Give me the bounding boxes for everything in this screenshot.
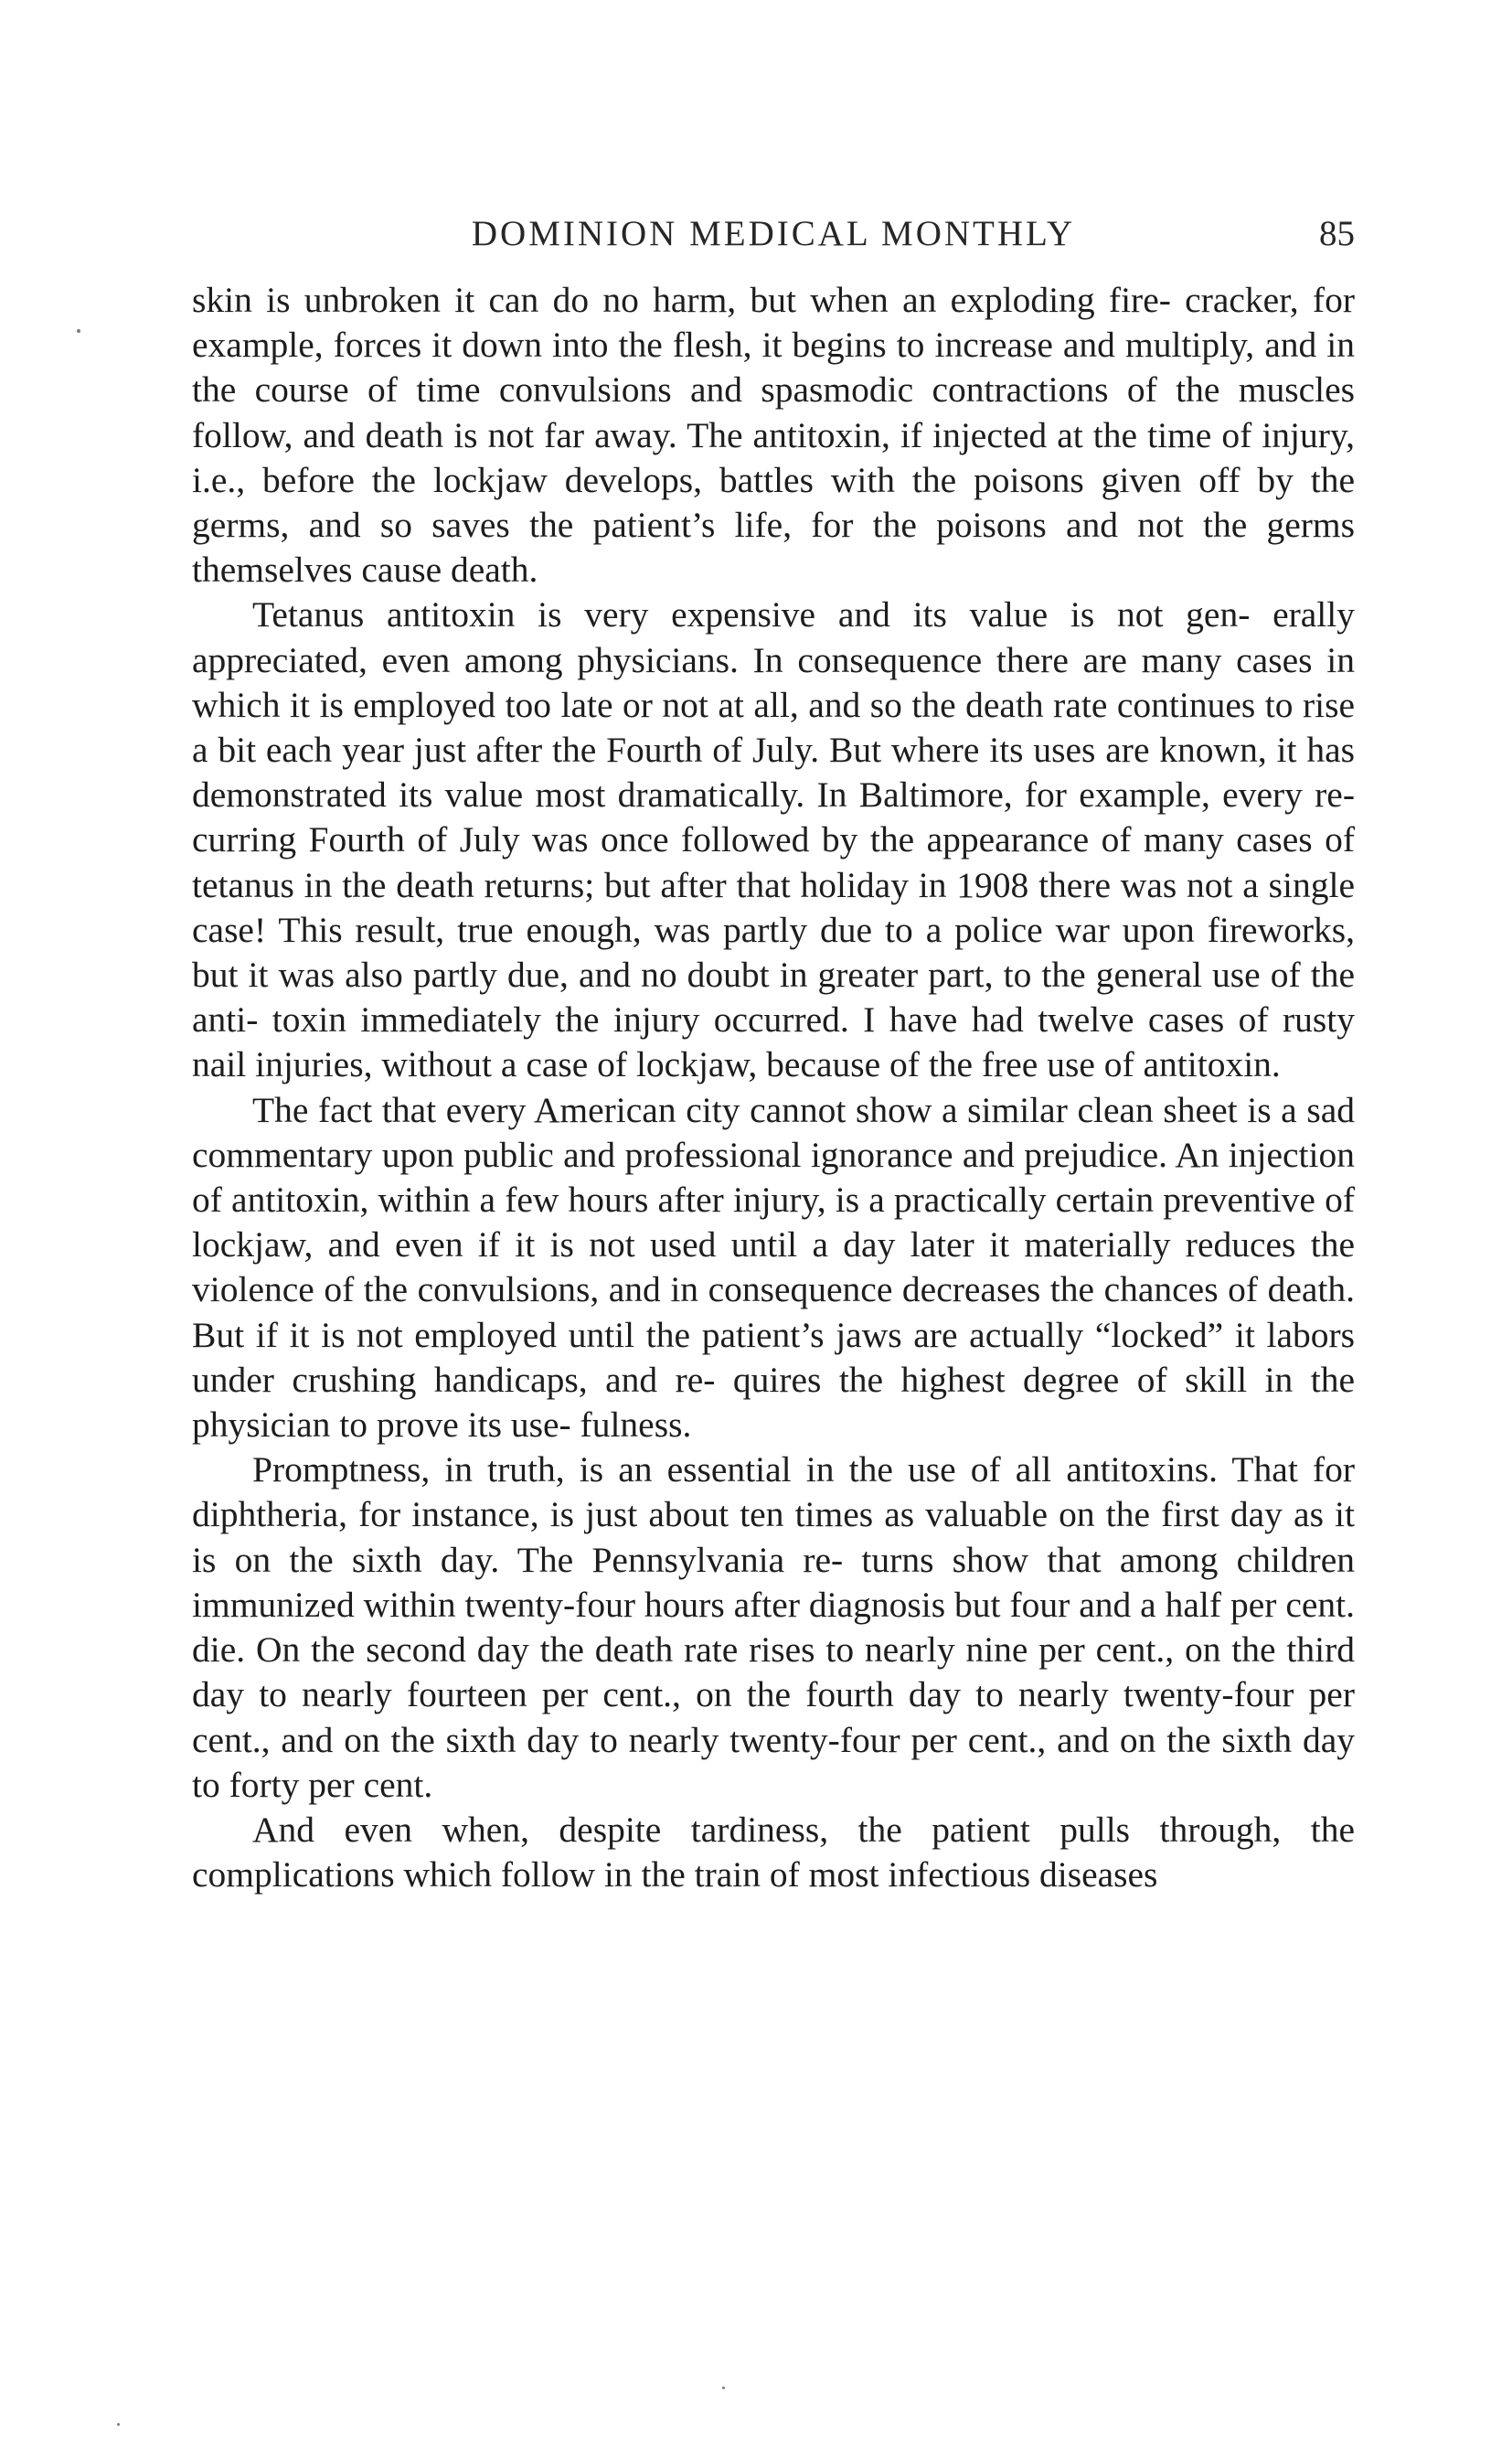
scan-speck (117, 2423, 120, 2426)
paragraph-5: And even when, despite tardiness, the patient pulls through, the complications which follow in the train of most infectious diseases (192, 1809, 1355, 1895)
paragraph-4: Promptness, in truth, is an essential in the use of all antitoxins. That for diphtheria, for instance, is just about ten times as valuable on the first day as it is on the sixth day. The Pennsylvania re- turns show that among children immunized within twenty-four hours after diagnosis but four and a half per cent. die. On the second day the death rate rises to nearly nine per cent., on the third day to nearly fourteen per cent., on the fourth day to nearly twenty-four per cent., and on the sixth day to nearly twenty-four per cent., and on the sixth day to forty per cent. (192, 1449, 1355, 1805)
page-header (192, 207, 1355, 262)
paragraph-2: Tetanus antitoxin is very expensive and its value is not gen- erally appreciated, even among physicians. In consequence there are many cases in which it is employed too late or not at all, and so the death rate continues to rise a bit each year just after the Fourth of July. But where its uses are known, it has demonstrated its value most dramatically. In Baltimore, for example, every re- curring Fourth of July was once followed by the appearance of many cases of tetanus in the death returns; but after that holiday in 1908 there was not a single case! This result, true enough, was partly due to a police war upon fireworks, but it was also partly due, and no doubt in greater part, to the general use of the anti- toxin immediately the injury occurred. I have had twelve cases of rusty nail injuries, without a case of lockjaw, because of the free use of antitoxin. (192, 594, 1355, 1085)
page-number: 85 (1319, 214, 1355, 253)
scan-speck (77, 329, 80, 333)
paragraph-3: The fact that every American city cannot show a similar clean sheet is a sad commentary upon public and professional ignorance and prejudice. An injection of antitoxin, within a few hours after injury, is a practically certain preventive of lockjaw, and even if it is not used until a day later it materially reduces the violence of the convulsions, and in consequence decreases the chances of death. But if it is not employed until the patient’s jaws are actually “locked” it labors under crushing handicaps, and re- quires the highest degree of skill in the physician to prove its use- fulness. (192, 1089, 1355, 1446)
body-text (192, 278, 1355, 1897)
running-title: DOMINION MEDICAL MONTHLY (471, 214, 1076, 253)
scan-speck (722, 2387, 725, 2389)
paragraph-1: skin is unbroken it can do no harm, but when an exploding fire- cracker, for example, forces it down into the flesh, it begins to increase and multiply, and in the course of time convulsions and spasmodic contractions of the muscles follow, and death is not far away. The antitoxin, if injected at the time of injury, i.e., before the lockjaw develops, battles with the poisons given off by the germs, and so saves the patient’s life, for the poisons and not the germs themselves cause death. (192, 280, 1355, 591)
document-page (192, 207, 1355, 1897)
